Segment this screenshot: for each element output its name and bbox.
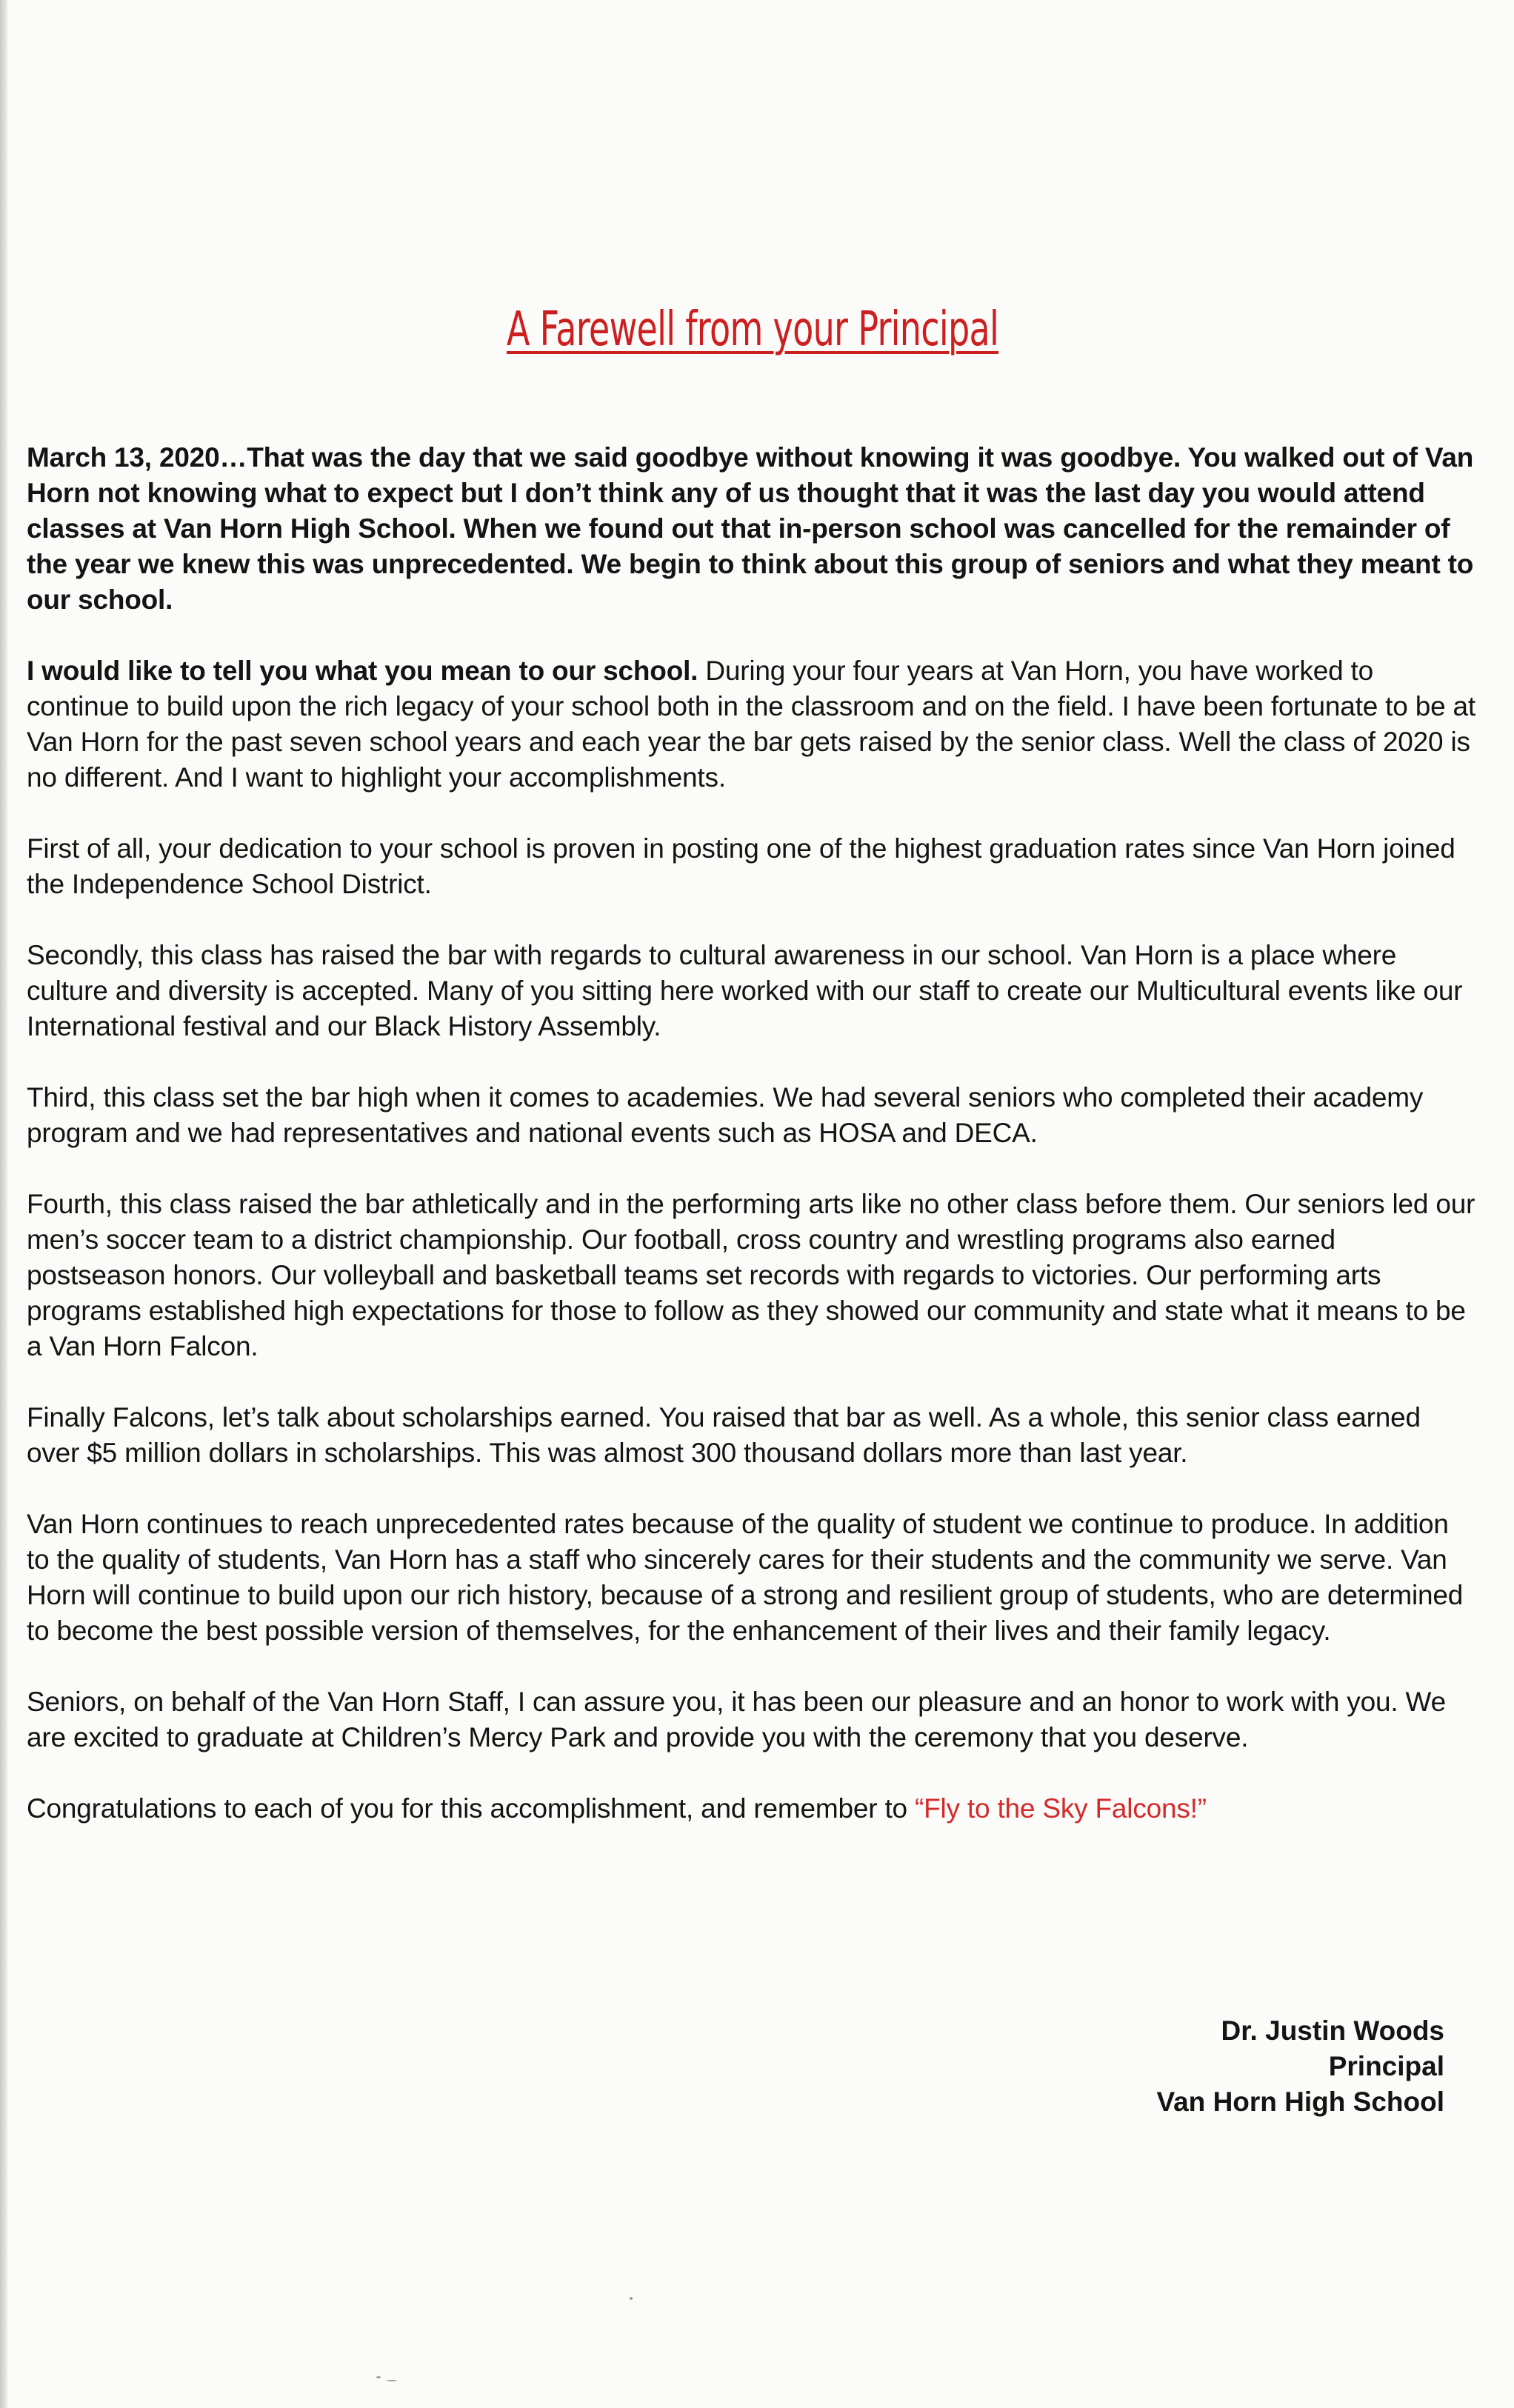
paragraph-athletics-arts: Fourth, this class raised the bar athletically and in the performing arts like no other class before them. Our seniors led our men’s soccer team to a district championship. Our football, cross country and wrestling programs also earned postseason honors. Our volleyball and basketball teams set records with regards to victories. Our performing arts programs established high expectations for those to follow as they showed our community and state what it means to be a Van Horn Falcon.	[27, 1189, 1475, 1361]
signature-name: Dr. Justin Woods	[1221, 2015, 1444, 2046]
letter-page	[27, 0, 1478, 2408]
letter-title: A Farewell from your Principal	[506, 302, 999, 357]
scan-left-edge	[0, 0, 7, 2408]
signature-school: Van Horn High School	[1156, 2087, 1444, 2117]
scan-speck	[376, 2376, 381, 2378]
paragraph-staff-behalf: Seniors, on behalf of the Van Horn Staff, I can assure you, it has been our pleasure and an honor to work with you. We are excited to graduate at Children’s Mercy Park and provide you with the ceremony that you deserve.	[27, 1687, 1446, 1752]
paragraph-meaning-text: During your four years at Van Horn, you have worked to continue to build upon the rich legacy of your school both in the classroom and on the field. I have been fortunate to be at Van Horn for the past seven school years and each year the bar gets raised by the senior class. Well the class of 2020 is no different. And I want to highlight your accomplishments.	[27, 656, 1476, 793]
closing-text: Congratulations to each of you for this accomplishment, and remember to	[27, 1793, 915, 1824]
letter-body	[27, 440, 1478, 1862]
paragraph-quality: Van Horn continues to reach unprecedented rates because of the quality of student we continue to produce. In addition to the quality of students, Van Horn has a staff who sincerely cares for their students and the community we serve. Van Horn will continue to build upon our rich history, because of a strong and resilient group of students, who are determined to become the best possible version of themselves, for the enhancement of their lives and their family legacy.	[27, 1509, 1464, 1646]
paragraph-graduation-rates: First of all, your dedication to your school is proven in posting one of the highest graduation rates since Van Horn joined the Independence School District.	[27, 833, 1455, 899]
paragraph-academies: Third, this class set the bar high when it comes to academies. We had several seniors who completed their academy program and we had representatives and national events such as HOSA and DECA.	[27, 1082, 1424, 1148]
signature-block	[1156, 2013, 1444, 2120]
paragraph-closing	[27, 1791, 1478, 1827]
paragraph-opening: March 13, 2020…That was the day that we said goodbye without knowing it was goodbye. You walked out of Van Horn not knowing what to expect but I don’t think any of us thought that it was the last day you would attend classes at Van Horn High School. When we found out that in-person school was cancelled for the remainder of the year we knew this was unprecedented. We begin to think about this group of seniors and what they meant to our school.	[27, 442, 1474, 615]
paragraph-cultural-awareness: Secondly, this class has raised the bar with regards to cultural awareness in our school. Van Horn is a place where culture and diversity is accepted. Many of you sitting here worked with our staff to create our Multicultural events like our International festival and our Black History Assembly.	[27, 940, 1463, 1041]
scan-speck	[387, 2380, 397, 2381]
paragraph-meaning	[27, 653, 1478, 796]
signature-role: Principal	[1328, 2051, 1444, 2081]
closing-slogan: “Fly to the Sky Falcons!”	[915, 1793, 1207, 1824]
paragraph-scholarships: Finally Falcons, let’s talk about scholarships earned. You raised that bar as well. As a whole, this senior class earned over $5 million dollars in scholarships. This was almost 300 thousand dollars more than last year.	[27, 1402, 1421, 1468]
paragraph-meaning-lead: I would like to tell you what you mean to our school.	[27, 656, 698, 686]
scan-speck	[630, 2297, 633, 2300]
